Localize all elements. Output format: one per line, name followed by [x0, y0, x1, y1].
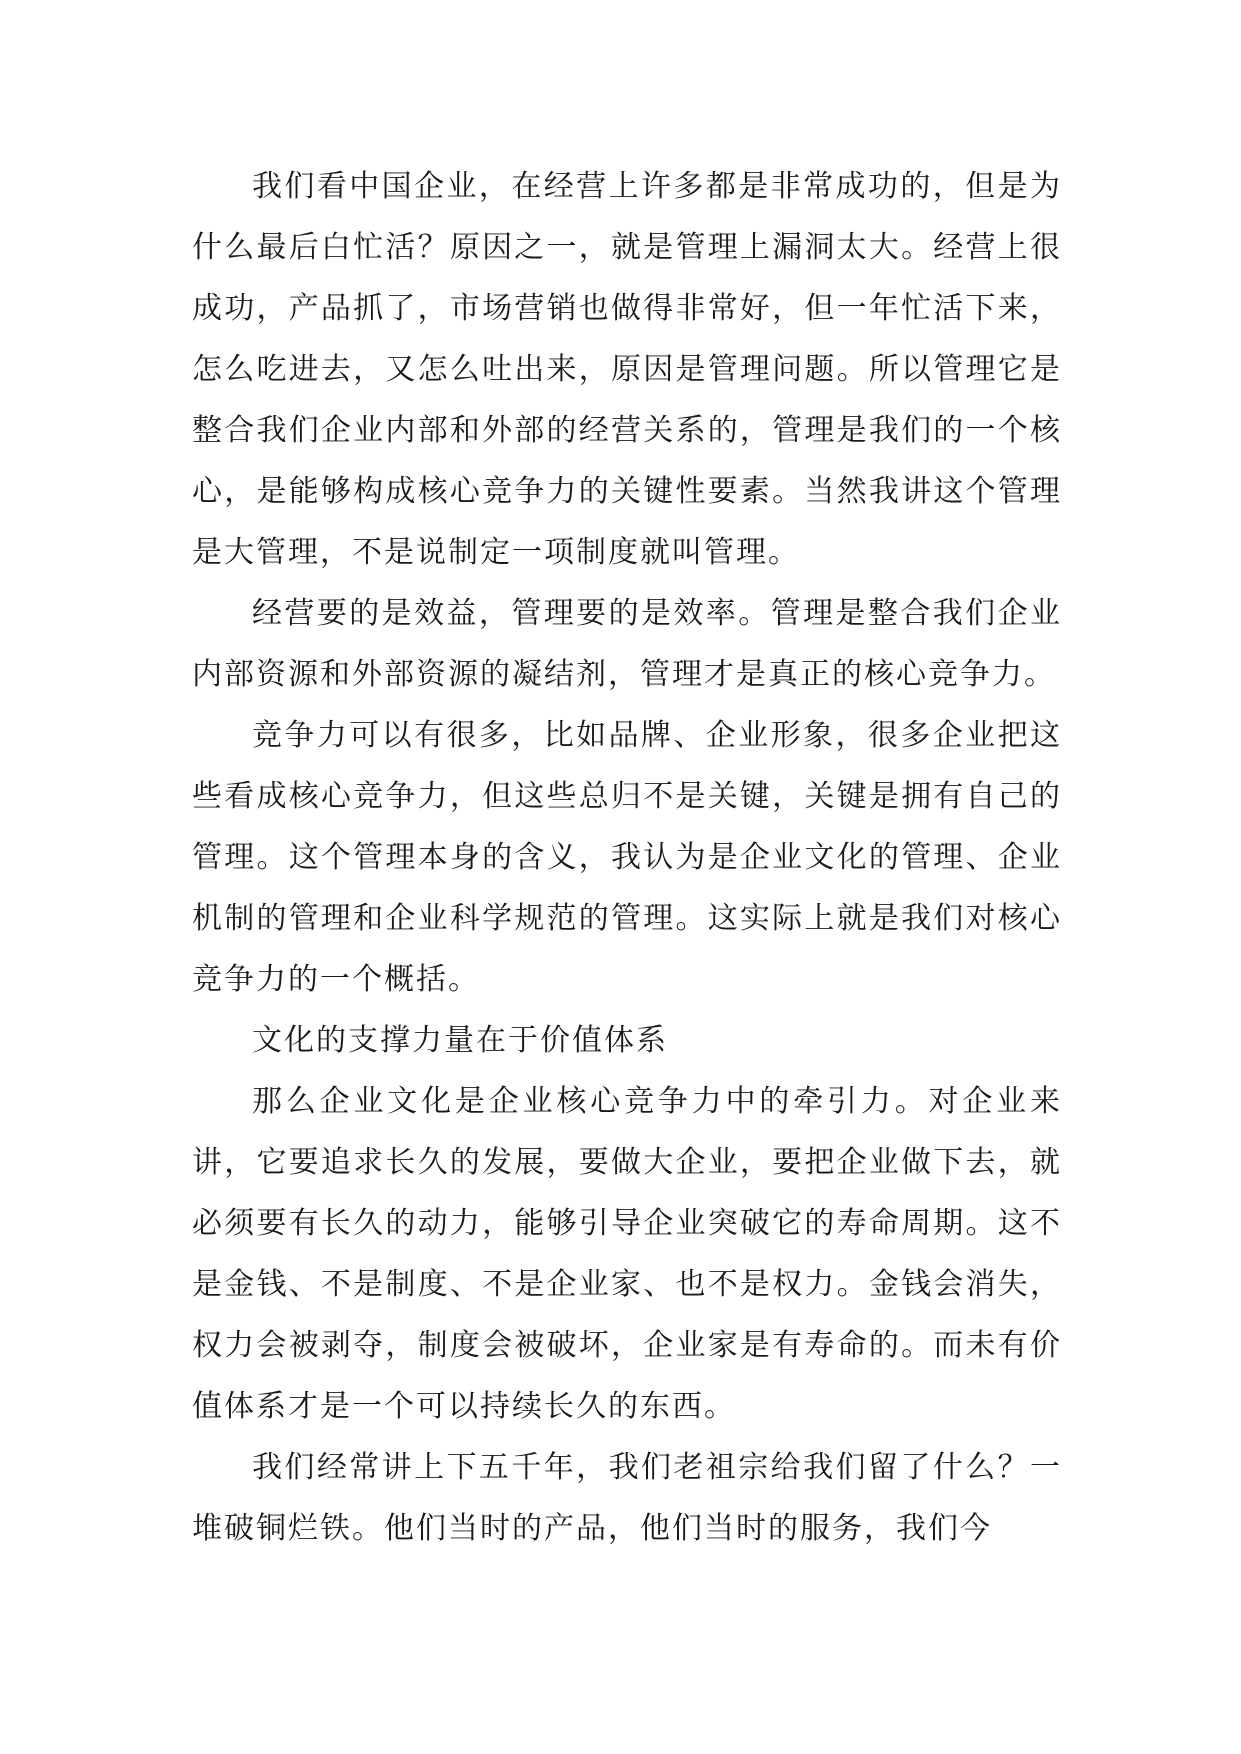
- paragraph-5: 我们经常讲上下五千年，我们老祖宗给我们留了什么？一堆破铜烂铁。他们当时的产品，他们当时的服务，我们今: [192, 1450, 1062, 1546]
- paragraph-1: 我们看中国企业，在经营上许多都是非常成功的，但是为什么最后白忙活？原因之一，就是管理上漏洞太大。经营上很成功，产品抓了，市场营销也做得非常好，但一年忙活下来，怎么吃进去，又怎么吐出来，原因是管理问题。所以管理它是整合我们企业内部和外部的经营关系的，管理是我们的一个核心，是能够构成核心竞争力的关键性要素。当然我讲这个管理是大管理，不是说制定一项制度就叫管理。: [192, 169, 1062, 570]
- paragraph-4: 那么企业文化是企业核心竞争力中的牵引力。对企业来讲，它要追求长久的发展，要做大企业，要把企业做下去，就必须要有长久的动力，能够引导企业突破它的寿命周期。这不是金钱、不是制度、不是企业家、也不是权力。金钱会消失，权力会被剥夺，制度会被破坏，企业家是有寿命的。而未有价值体系才是一个可以持续长久的东西。: [192, 1084, 1062, 1424]
- paragraph-2: 经营要的是效益，管理要的是效率。管理是整合我们企业内部资源和外部资源的凝结剂，管理才是真正的核心竞争力。: [192, 596, 1062, 692]
- document-page: [192, 156, 1062, 1559]
- paragraph-3: 竞争力可以有很多，比如品牌、企业形象，很多企业把这些看成核心竞争力，但这些总归不是关键，关键是拥有自己的管理。这个管理本身的含义，我认为是企业文化的管理、企业机制的管理和企业科学规范的管理。这实际上就是我们对核心竞争力的一个概括。: [192, 718, 1062, 997]
- section-heading: 文化的支撑力量在于价值体系: [252, 1023, 668, 1058]
